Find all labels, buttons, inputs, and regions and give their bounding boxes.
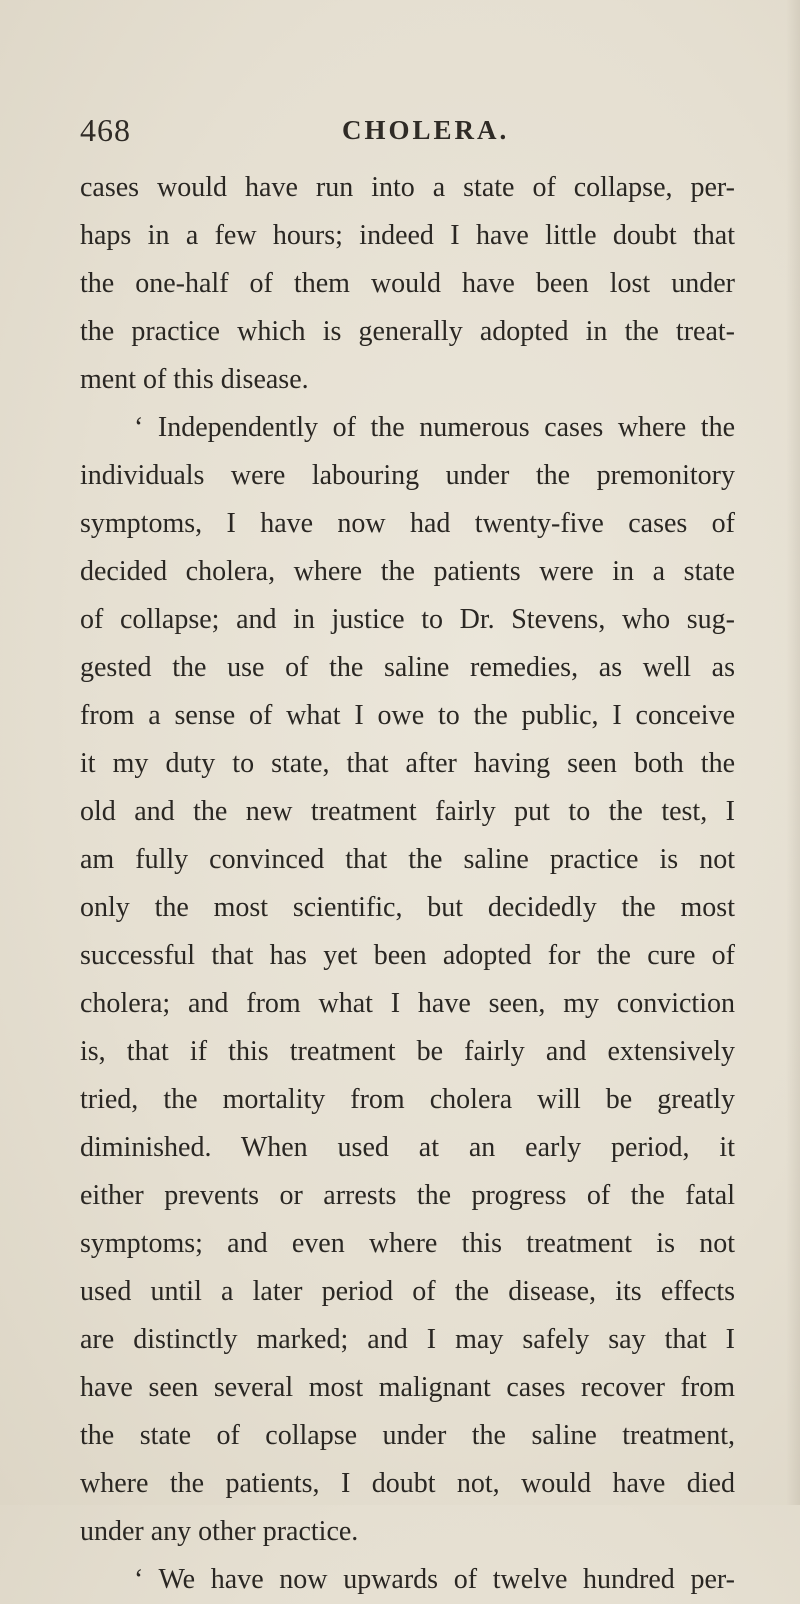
text-line: either prevents or arrests the progress of the fatal: [80, 1180, 735, 1211]
text-line: it my duty to state, that after having seen both the: [80, 748, 735, 779]
text-line: of collapse; and in justice to Dr. Stevens, who sug-: [80, 604, 735, 635]
text-line: successful that has yet been adopted for the cure of: [80, 940, 735, 971]
text-line: are distinctly marked; and I may safely say that I: [80, 1324, 735, 1355]
running-head: [80, 108, 735, 152]
text-line: only the most scientific, but decidedly the most: [80, 892, 735, 923]
text-line: symptoms, I have now had twenty-five cases of: [80, 508, 735, 539]
text-line: gested the use of the saline remedies, as well as: [80, 652, 735, 683]
text-line: where the patients, I doubt not, would have died: [80, 1468, 735, 1499]
text-line: tried, the mortality from cholera will be greatly: [80, 1084, 735, 1115]
text-line: the state of collapse under the saline treatment,: [80, 1420, 735, 1451]
text-line: under any other practice.: [80, 1516, 359, 1547]
text-line: ment of this disease.: [80, 364, 309, 395]
text-line: the one-half of them would have been lost under: [80, 268, 735, 299]
text-line: cases would have run into a state of collapse, per-: [80, 172, 735, 203]
text-line: haps in a few hours; indeed I have little doubt that: [80, 220, 735, 251]
running-title: CHOLERA.: [342, 115, 510, 145]
text-line: ‘ Independently of the numerous cases where the: [134, 412, 735, 443]
page-edge-shadow: [786, 0, 800, 1505]
text-line: have seen several most malignant cases recover from: [80, 1372, 735, 1403]
text-line: am fully convinced that the saline practice is not: [80, 844, 735, 875]
body-text: [80, 164, 735, 1604]
page-number: 468: [80, 112, 131, 148]
text-line: ‘ We have now upwards of twelve hundred per-: [134, 1564, 735, 1595]
text-line: old and the new treatment fairly put to the test, I: [80, 796, 735, 827]
text-line: from a sense of what I owe to the public, I conceive: [80, 700, 735, 731]
text-line: individuals were labouring under the premonitory: [80, 460, 735, 491]
text-line: diminished. When used at an early period, it: [80, 1132, 735, 1163]
text-line: the practice which is generally adopted in the treat-: [80, 316, 735, 347]
text-line: used until a later period of the disease, its effects: [80, 1276, 735, 1307]
text-line: symptoms; and even where this treatment is not: [80, 1228, 735, 1259]
text-line: decided cholera, where the patients were in a state: [80, 556, 735, 587]
text-line: cholera; and from what I have seen, my conviction: [80, 988, 735, 1019]
text-line: is, that if this treatment be fairly and extensively: [80, 1036, 735, 1067]
